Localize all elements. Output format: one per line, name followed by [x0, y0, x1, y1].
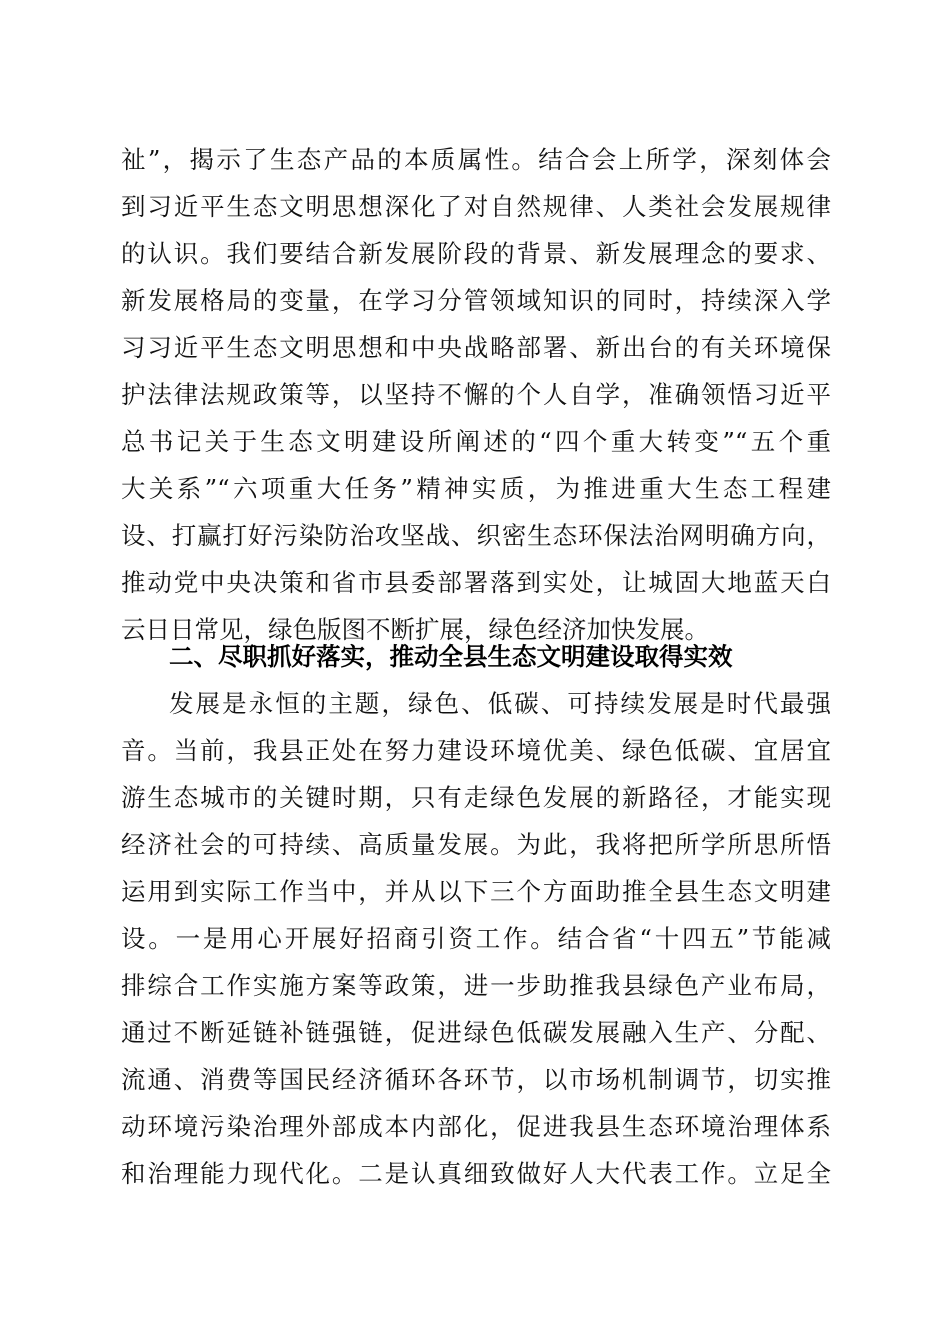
paragraph-2-line-5: 运用到实际工作当中，并从以下三个方面助推全县生态文明建: [121, 877, 831, 906]
paragraph-2-line-11: 和治理能力现代化。二是认真细致做好人大代表工作。立足全: [121, 1159, 831, 1188]
section-heading: 二、尽职抓好落实，推动全县生态文明建设取得实效: [169, 642, 733, 671]
paragraph-2-line-4: 经济社会的可持续、高质量发展。为此，我将把所学所思所悟: [121, 830, 831, 859]
paragraph-1-line-2: 到习近平生态文明思想深化了对自然规律、人类社会发展规律: [121, 192, 831, 221]
paragraph-1-line-9: 设、打赢打好污染防治攻坚战、织密生态环保法治网明确方向，: [121, 521, 831, 550]
paragraph-1-line-8: 大关系”“六项重大任务”精神实质，为推进重大生态工程建: [121, 474, 831, 503]
paragraph-1-line-3: 的认识。我们要结合新发展阶段的背景、新发展理念的要求、: [121, 239, 831, 268]
paragraph-1-line-7: 总书记关于生态文明建设所阐述的“四个重大转变”“五个重: [121, 427, 831, 456]
paragraph-1-line-11: 云日日常见，绿色版图不断扩展，绿色经济加快发展。: [121, 615, 709, 644]
paragraph-1-line-10: 推动党中央决策和省市县委部署落到实处，让城固大地蓝天白: [121, 568, 831, 597]
paragraph-2-line-3: 游生态城市的关键时期，只有走绿色发展的新路径，才能实现: [121, 783, 831, 812]
paragraph-1-line-1: 祉”，揭示了生态产品的本质属性。结合会上所学，深刻体会: [121, 145, 831, 174]
paragraph-2-line-9: 流通、消费等国民经济循环各环节，以市场机制调节，切实推: [121, 1065, 831, 1094]
paragraph-1-line-6: 护法律法规政策等，以坚持不懈的个人自学，准确领悟习近平: [121, 380, 831, 409]
paragraph-2-line-7: 排综合工作实施方案等政策，进一步助推我县绿色产业布局，: [121, 971, 831, 1000]
paragraph-2-line-6: 设。一是用心开展好招商引资工作。结合省“十四五”节能减: [121, 924, 831, 953]
paragraph-2-line-1: 发展是永恒的主题，绿色、低碳、可持续发展是时代最强: [169, 689, 831, 718]
paragraph-1-line-4: 新发展格局的变量，在学习分管领域知识的同时，持续深入学: [121, 286, 831, 315]
paragraph-2-line-8: 通过不断延链补链强链，促进绿色低碳发展融入生产、分配、: [121, 1018, 831, 1047]
paragraph-2-line-10: 动环境污染治理外部成本内部化，促进我县生态环境治理体系: [121, 1112, 831, 1141]
paragraph-1-line-5: 习习近平生态文明思想和中央战略部署、新出台的有关环境保: [121, 333, 831, 362]
paragraph-2-line-2: 音。当前，我县正处在努力建设环境优美、绿色低碳、宜居宜: [121, 736, 831, 765]
